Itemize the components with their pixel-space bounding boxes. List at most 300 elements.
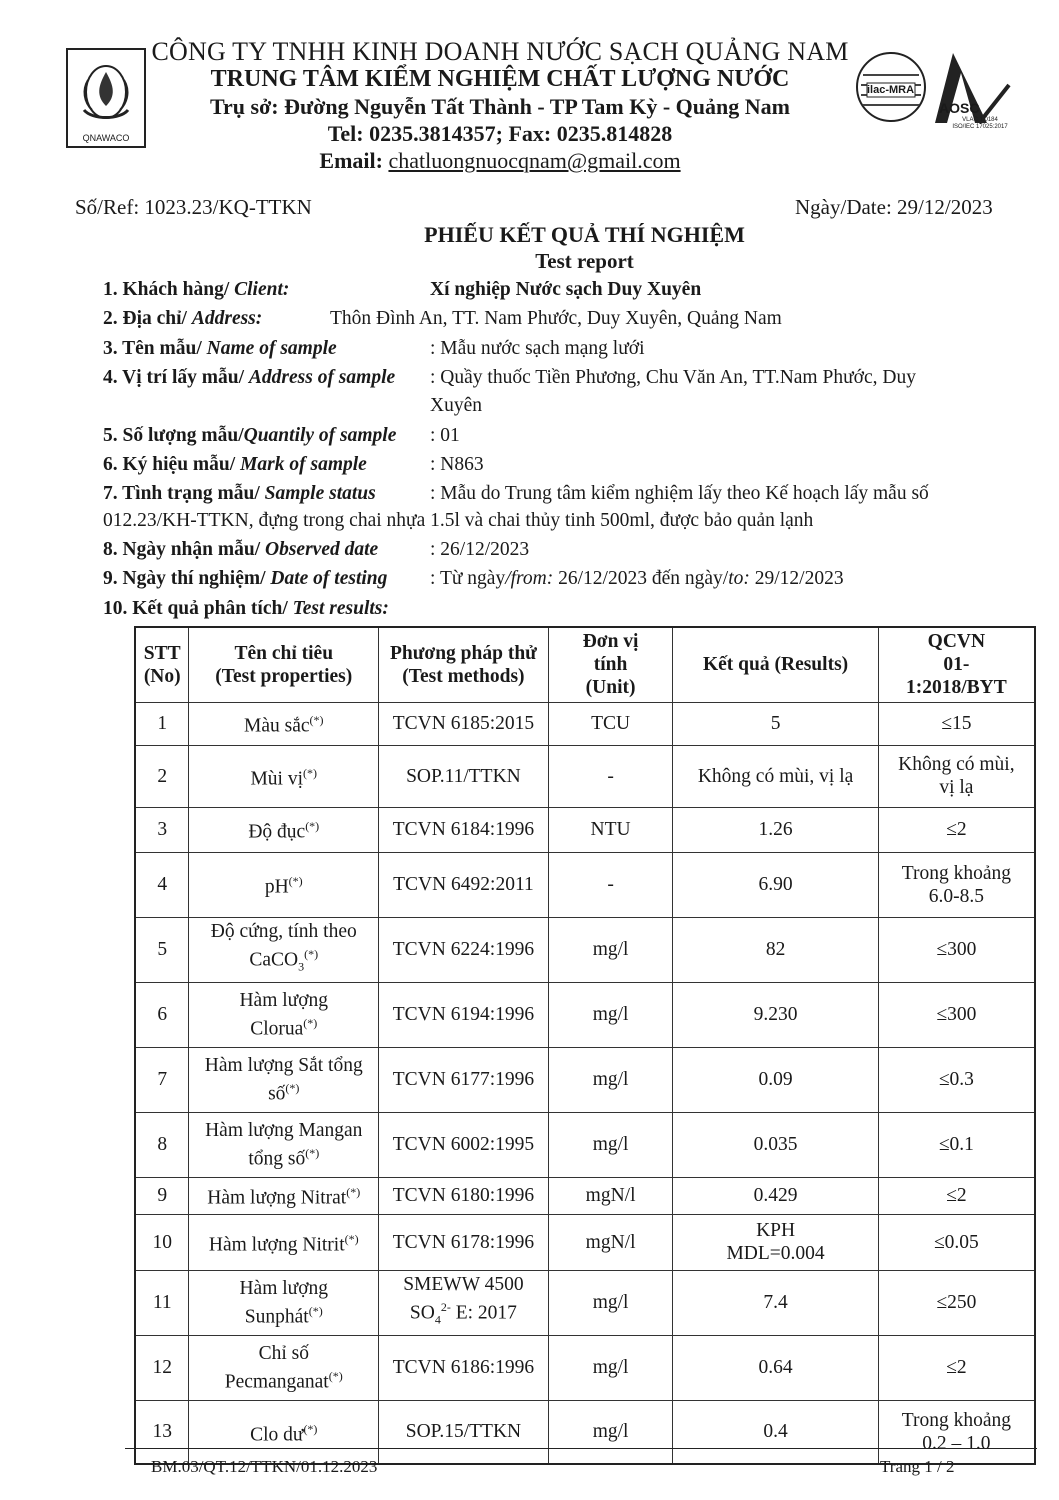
cell-stt xyxy=(135,982,189,1047)
unit-value: mg/l xyxy=(592,1357,629,1378)
mark-value: : N863 xyxy=(430,454,484,475)
property-name-line1 xyxy=(193,1228,374,1257)
header-qcvn-3: 1:2018/BYT xyxy=(906,677,1007,699)
header-stt-vi: STT xyxy=(143,642,181,664)
cell-test-method xyxy=(379,1047,549,1112)
table-row xyxy=(135,852,1035,917)
method-name: SOP.15/TTKN xyxy=(405,1421,522,1443)
cell-result xyxy=(673,852,878,917)
office-address: Trụ sở: Đường Nguyễn Tất Thành - TP Tam Kỳ - Quảng Nam xyxy=(210,94,790,119)
limit-value: ≤15 xyxy=(941,713,972,734)
unit-value: - xyxy=(607,765,614,787)
sample-address-label-en: Address of sample xyxy=(248,367,396,388)
accredited-marker: (*) xyxy=(288,874,303,889)
table-header-row xyxy=(135,627,1035,702)
cell-test-property xyxy=(189,1112,379,1177)
cell-limit xyxy=(878,1335,1035,1400)
result-value: 0.09 xyxy=(758,1069,793,1090)
property-name-line1 xyxy=(193,870,374,899)
limit-value: ≤300 xyxy=(936,939,977,960)
property-name-line1 xyxy=(193,1342,374,1365)
accredited-marker: (*) xyxy=(305,1145,320,1160)
accredited-marker: (*) xyxy=(303,1015,318,1030)
reference-number: Số/Ref: 1023.23/KQ-TTKN xyxy=(75,195,312,219)
subscript: 4 xyxy=(434,1312,441,1327)
cell-limit xyxy=(878,1047,1035,1112)
property-name-line1 xyxy=(193,709,374,738)
accredited-marker: (*) xyxy=(303,1421,318,1436)
cell-test-method xyxy=(379,852,549,917)
cell-test-method xyxy=(379,1177,549,1214)
property-name: Chỉ số xyxy=(258,1342,309,1364)
limit-value: ≤0.3 xyxy=(938,1069,974,1090)
accredited-marker: (*) xyxy=(328,1368,343,1383)
aosc-label: AOSC xyxy=(939,100,980,116)
accredited-marker: (*) xyxy=(285,1080,300,1095)
received-date-value: : 26/12/2023 xyxy=(430,539,530,560)
vlac-label xyxy=(945,117,1015,131)
cell-limit xyxy=(878,745,1035,807)
header-qcvn-2: 01- xyxy=(943,654,970,676)
unit-value: mgN/l xyxy=(585,1185,636,1206)
table-row xyxy=(135,1047,1035,1112)
vlac-line1: VLAC 1.0184 xyxy=(962,117,998,123)
field-test-results xyxy=(103,598,389,620)
property-name: Hàm lượng Sắt tổng xyxy=(204,1054,363,1076)
method-name: TCVN 6180:1996 xyxy=(392,1185,535,1206)
field-testing-date xyxy=(103,568,387,590)
accredited-marker: (*) xyxy=(304,947,319,962)
stt-value: 12 xyxy=(152,1357,172,1378)
received-date-label-en: Observed date xyxy=(265,539,379,560)
cell-result xyxy=(673,745,878,807)
result-value: 82 xyxy=(765,939,786,960)
limit-value-line2: vị lạ xyxy=(939,777,974,798)
cell-test-method xyxy=(379,745,549,807)
cell-stt xyxy=(135,1177,189,1214)
method-name: TCVN 6492:2011 xyxy=(393,874,534,895)
table-row xyxy=(135,807,1035,852)
method-name: SOP.11/TTKN xyxy=(406,765,521,787)
table-row xyxy=(135,1177,1035,1214)
accredited-marker: (*) xyxy=(308,1303,323,1318)
limit-value-line2: 0.2 – 1.0 xyxy=(922,1432,991,1454)
sample-address-label: 4. Vị trí lấy mẫu/ xyxy=(103,367,249,388)
property-name: pH xyxy=(264,876,289,898)
unit-value: mg/l xyxy=(592,1421,629,1443)
test-results-label-en: Test results: xyxy=(292,598,389,619)
header-method-en: (Test methods) xyxy=(402,665,525,687)
method-name: TCVN 6186:1996 xyxy=(392,1357,535,1378)
cell-result xyxy=(673,1270,878,1335)
header-unit-en: (Unit) xyxy=(585,677,636,699)
property-name-line2 xyxy=(193,1142,374,1171)
cell-limit xyxy=(878,1112,1035,1177)
cell-unit xyxy=(548,917,673,982)
property-name-cont: số xyxy=(268,1083,286,1105)
unit-value: mgN/l xyxy=(585,1231,636,1253)
property-name-cont: Clorua xyxy=(250,1018,304,1040)
header-method xyxy=(379,627,549,702)
stt-value: 4 xyxy=(157,874,168,895)
property-name-line2 xyxy=(193,943,374,978)
cell-test-property xyxy=(189,702,379,745)
cell-test-property xyxy=(189,1214,379,1270)
method-name: TCVN 6178:1996 xyxy=(392,1231,535,1253)
result-value: 9.230 xyxy=(753,1004,798,1025)
test-results-label: 10. Kết quả phân tích/ xyxy=(103,598,293,619)
property-name-line1 xyxy=(193,1054,374,1077)
table-row xyxy=(135,745,1035,807)
cell-test-property xyxy=(189,1400,379,1464)
header-result-label: Kết quả (Results) xyxy=(702,654,849,676)
address-label-en: Address: xyxy=(191,308,263,329)
field-client xyxy=(103,279,289,301)
unit-value: mg/l xyxy=(592,1292,629,1313)
stt-value: 5 xyxy=(157,939,168,960)
limit-value: Không có mùi, xyxy=(898,754,1015,775)
cell-result xyxy=(673,1112,878,1177)
cell-limit xyxy=(878,917,1035,982)
property-name: Hàm lượng xyxy=(239,1277,329,1299)
limit-value: ≤250 xyxy=(936,1292,977,1313)
field-address xyxy=(103,308,262,330)
table-row xyxy=(135,982,1035,1047)
cell-stt xyxy=(135,1270,189,1335)
cell-unit xyxy=(548,1047,673,1112)
page-number: Trang 1 / 2 xyxy=(880,1457,955,1476)
field-sample-name xyxy=(103,338,337,360)
cell-test-method xyxy=(379,1400,549,1464)
unit-value: - xyxy=(607,874,614,895)
method-name: TCVN 6177:1996 xyxy=(392,1069,535,1090)
unit-value: TCU xyxy=(591,713,631,734)
mark-label: 6. Ký hiệu mẫu/ xyxy=(103,454,241,475)
subscript: 3 xyxy=(298,959,305,974)
cell-test-property xyxy=(189,1270,379,1335)
testing-from-value: 26/12/2023 đến ngày/ xyxy=(553,568,729,589)
limit-value: Trong khoảng xyxy=(901,1409,1011,1431)
cell-test-property xyxy=(189,1177,379,1214)
property-name-line2 xyxy=(193,1300,374,1329)
field-sample-address xyxy=(103,367,395,389)
result-value: KPH xyxy=(756,1220,796,1241)
property-name-line1 xyxy=(193,762,374,791)
center-name: TRUNG TÂM KIỂM NGHIỆM CHẤT LƯỢNG NƯỚC xyxy=(210,66,790,92)
cell-stt xyxy=(135,745,189,807)
result-value: 6.90 xyxy=(758,874,793,895)
property-name-line1 xyxy=(193,1418,374,1447)
property-name-line2 xyxy=(193,1012,374,1041)
cell-stt xyxy=(135,852,189,917)
cell-test-method xyxy=(379,702,549,745)
header-stt-en: (No) xyxy=(143,665,181,687)
result-value: 0.035 xyxy=(753,1134,798,1155)
method-name: TCVN 6185:2015 xyxy=(392,713,535,734)
sample-name-label-en: Name of sample xyxy=(206,338,337,359)
method-name: TCVN 6184:1996 xyxy=(392,819,535,840)
property-name: Hàm lượng Mangan xyxy=(205,1119,363,1141)
cell-test-property xyxy=(189,807,379,852)
received-date-label: 8. Ngày nhận mẫu/ xyxy=(103,539,265,560)
company-logo xyxy=(66,48,146,148)
sample-name-label: 3. Tên mẫu/ xyxy=(103,338,207,359)
accreditation-logos xyxy=(853,45,1013,140)
client-label: 1. Khách hàng/ xyxy=(103,279,235,300)
stt-value: 9 xyxy=(157,1185,168,1206)
sample-name-value: : Mẫu nước sạch mạng lưới xyxy=(430,338,645,359)
cell-test-property xyxy=(189,1335,379,1400)
limit-value: ≤2 xyxy=(946,1185,967,1206)
cell-result xyxy=(673,917,878,982)
cell-stt xyxy=(135,807,189,852)
report-title: PHIẾU KẾT QUẢ THÍ NGHIỆM xyxy=(424,222,745,247)
header-unit xyxy=(548,627,673,702)
email-line xyxy=(150,148,850,174)
property-name-cont: CaCO xyxy=(249,949,299,971)
limit-value: ≤0.05 xyxy=(933,1231,979,1253)
form-code: BM.03/QT.12/TTKN/01.12.2023 xyxy=(151,1457,378,1476)
unit-value: mg/l xyxy=(592,1134,629,1155)
cell-test-method xyxy=(379,1270,549,1335)
header-qcvn-1: QCVN xyxy=(927,631,986,653)
property-name-line1 xyxy=(193,815,374,844)
limit-value: ≤2 xyxy=(946,819,967,840)
cell-unit xyxy=(548,852,673,917)
field-quantity xyxy=(103,425,396,447)
result-value: 7.4 xyxy=(763,1292,788,1313)
company-name: CÔNG TY TNHH KINH DOANH NƯỚC SẠCH QUẢNG NAM xyxy=(151,37,849,66)
cell-limit xyxy=(878,1400,1035,1464)
cell-stt xyxy=(135,1335,189,1400)
unit-value: mg/l xyxy=(592,939,629,960)
property-name: Mùi vị xyxy=(250,768,304,790)
property-name-cont: tổng số xyxy=(248,1148,306,1170)
stt-value: 7 xyxy=(157,1069,168,1090)
status-value: : Mẫu do Trung tâm kiểm nghiệm lấy theo Kế hoạch lấy mẫu số xyxy=(430,483,929,504)
cell-stt xyxy=(135,1047,189,1112)
testing-to-value: 29/12/2023 xyxy=(749,568,844,589)
footer-divider xyxy=(125,1448,1037,1449)
property-name: Clo dư xyxy=(250,1424,304,1445)
accredited-marker: (*) xyxy=(305,819,320,834)
cell-test-method xyxy=(379,982,549,1047)
cell-limit xyxy=(878,982,1035,1047)
cell-unit xyxy=(548,745,673,807)
result-value: Không có mùi, vị lạ xyxy=(697,765,854,787)
unit-value: NTU xyxy=(590,819,631,840)
cell-unit xyxy=(548,1112,673,1177)
accredited-marker: (*) xyxy=(346,1185,361,1200)
accredited-marker: (*) xyxy=(309,713,324,728)
status-label: 7. Tình trạng mẫu/ xyxy=(103,483,265,504)
cell-limit xyxy=(878,1214,1035,1270)
method-name: TCVN 6002:1995 xyxy=(392,1134,535,1155)
header-name-en: (Test properties) xyxy=(215,665,353,687)
method-name: TCVN 6224:1996 xyxy=(392,939,535,960)
cell-result xyxy=(673,807,878,852)
table-row xyxy=(135,1214,1035,1270)
sample-address-value: : Quầy thuốc Tiền Phương, Chu Văn An, TT.Nam Phước, Duy xyxy=(430,367,916,388)
cell-unit xyxy=(548,702,673,745)
quantity-label-en: Quantily of sample xyxy=(243,425,397,446)
cell-test-property xyxy=(189,917,379,982)
method-year: E: 2017 xyxy=(450,1302,517,1324)
stt-value: 13 xyxy=(152,1421,172,1443)
header-name-vi: Tên chỉ tiêu xyxy=(234,642,334,664)
cell-result xyxy=(673,1400,878,1464)
stt-value: 1 xyxy=(157,713,168,734)
cell-unit xyxy=(548,982,673,1047)
status-label-en: Sample status xyxy=(264,483,376,504)
property-name-cont: Sunphát xyxy=(244,1306,309,1328)
field-mark xyxy=(103,454,367,476)
status-value-line2: 012.23/KH-TTKN, đựng trong chai nhựa 1.5l và chai thủy tinh 500ml, được bảo quản lạnh xyxy=(103,510,814,531)
cell-stt xyxy=(135,1214,189,1270)
limit-value: ≤0.1 xyxy=(938,1134,974,1155)
unit-value: mg/l xyxy=(592,1004,629,1025)
cell-test-method xyxy=(379,1335,549,1400)
cell-test-property xyxy=(189,982,379,1047)
limit-value: Trong khoảng xyxy=(901,862,1011,884)
result-value-line2: MDL=0.004 xyxy=(726,1243,825,1264)
cell-result xyxy=(673,982,878,1047)
unit-value: mg/l xyxy=(592,1069,629,1090)
limit-value-line2: 6.0-8.5 xyxy=(928,885,984,907)
header-unit-vi2: tính xyxy=(593,654,628,676)
ilac-mra-label: ilac-MRA xyxy=(867,84,915,96)
cell-result xyxy=(673,1335,878,1400)
header-result xyxy=(673,627,878,702)
property-name: Độ cứng, tính theo xyxy=(210,921,357,943)
testing-to-en: to: xyxy=(728,568,750,589)
cell-test-method xyxy=(379,807,549,852)
table-row xyxy=(135,1270,1035,1335)
property-name-line1 xyxy=(193,920,374,943)
cell-result xyxy=(673,1177,878,1214)
testing-date-value xyxy=(430,568,844,590)
result-value: 0.429 xyxy=(753,1185,798,1206)
cell-limit xyxy=(878,702,1035,745)
header-method-vi: Phương pháp thử xyxy=(389,642,537,664)
cell-unit xyxy=(548,1177,673,1214)
cell-unit xyxy=(548,1214,673,1270)
result-value: 0.4 xyxy=(763,1421,788,1443)
stt-value: 6 xyxy=(157,1004,168,1025)
field-received-date xyxy=(103,539,378,561)
results-table xyxy=(134,626,1036,1465)
cell-result xyxy=(673,702,878,745)
quantity-label: 5. Số lượng mẫu/ xyxy=(103,425,244,446)
property-name: Hàm lượng xyxy=(239,989,329,1011)
superscript: 2- xyxy=(440,1300,451,1315)
cell-unit xyxy=(548,1270,673,1335)
client-label-en: Client: xyxy=(234,279,290,300)
property-name: Hàm lượng Nitrat xyxy=(207,1187,347,1209)
cell-test-method xyxy=(379,917,549,982)
table-row xyxy=(135,1400,1035,1464)
cell-limit xyxy=(878,1177,1035,1214)
address-value: Thôn Đình An, TT. Nam Phước, Duy Xuyên, Quảng Nam xyxy=(330,308,782,329)
cell-limit xyxy=(878,807,1035,852)
method-name-line2 xyxy=(383,1296,544,1331)
cell-stt xyxy=(135,917,189,982)
stt-value: 3 xyxy=(157,819,168,840)
stt-value: 11 xyxy=(152,1292,172,1313)
property-name: Độ đục xyxy=(248,821,306,843)
email-link[interactable]: chatluongnuocqnam@gmail.com xyxy=(388,148,681,173)
cell-stt xyxy=(135,1112,189,1177)
header-unit-vi: Đơn vị xyxy=(582,631,639,653)
stt-value: 10 xyxy=(152,1231,172,1253)
cell-limit xyxy=(878,852,1035,917)
table-row xyxy=(135,917,1035,982)
client-value: Xí nghiệp Nước sạch Duy Xuyên xyxy=(430,279,702,300)
address-label: 2. Địa chỉ/ xyxy=(103,308,192,329)
logo-text: QNAWACO xyxy=(82,133,130,143)
cell-result xyxy=(673,1214,878,1270)
result-value: 0.64 xyxy=(758,1357,793,1378)
testing-from-prefix: : Từ ngày xyxy=(430,568,506,589)
header-name xyxy=(189,627,379,702)
cell-limit xyxy=(878,1270,1035,1335)
method-formula: SO xyxy=(409,1302,435,1324)
method-name: SMEWW 4500 xyxy=(403,1274,524,1296)
mark-label-en: Mark of sample xyxy=(240,454,367,475)
quantity-value: : 01 xyxy=(430,425,460,446)
cell-test-property xyxy=(189,852,379,917)
cell-unit xyxy=(548,1335,673,1400)
method-name: TCVN 6194:1996 xyxy=(392,1004,535,1025)
table-row xyxy=(135,1335,1035,1400)
cell-test-method xyxy=(379,1112,549,1177)
cell-unit xyxy=(548,807,673,852)
table-row xyxy=(135,1112,1035,1177)
cell-unit xyxy=(548,1400,673,1464)
accredited-marker: (*) xyxy=(344,1231,359,1246)
phone-fax: Tel: 0235.3814357; Fax: 0235.814828 xyxy=(327,121,673,146)
result-value: 5 xyxy=(770,713,781,734)
testing-from-en: /from: xyxy=(505,568,554,589)
cell-stt xyxy=(135,702,189,745)
accredited-marker: (*) xyxy=(303,765,318,780)
property-name-line2 xyxy=(193,1365,374,1394)
cell-test-property xyxy=(189,1047,379,1112)
field-status xyxy=(103,483,376,505)
property-name: Hàm lượng Nitrit xyxy=(208,1234,345,1256)
sample-address-value-line2: Xuyên xyxy=(430,395,482,416)
cell-test-property xyxy=(189,745,379,807)
testing-date-label: 9. Ngày thí nghiệm/ xyxy=(103,568,271,589)
property-name-line2 xyxy=(193,1077,374,1106)
header-stt xyxy=(135,627,189,702)
result-value: 1.26 xyxy=(758,819,793,840)
vlac-line2: ISO/IEC 17025:2017 xyxy=(952,124,1008,130)
stt-value: 2 xyxy=(157,765,168,787)
report-subtitle: Test report xyxy=(535,249,634,273)
property-name: Màu sắc xyxy=(243,715,310,737)
stt-value: 8 xyxy=(157,1134,168,1155)
limit-value: ≤2 xyxy=(946,1357,967,1378)
property-name-cont: Pecmanganat xyxy=(224,1371,329,1393)
report-date: Ngày/Date: 29/12/2023 xyxy=(795,195,993,219)
limit-value: ≤300 xyxy=(936,1004,977,1025)
header-qcvn xyxy=(878,627,1035,702)
property-name-line1 xyxy=(193,1181,374,1210)
property-name-line1 xyxy=(193,1277,374,1300)
property-name-line1 xyxy=(193,1119,374,1142)
email-label: Email: xyxy=(319,148,389,173)
